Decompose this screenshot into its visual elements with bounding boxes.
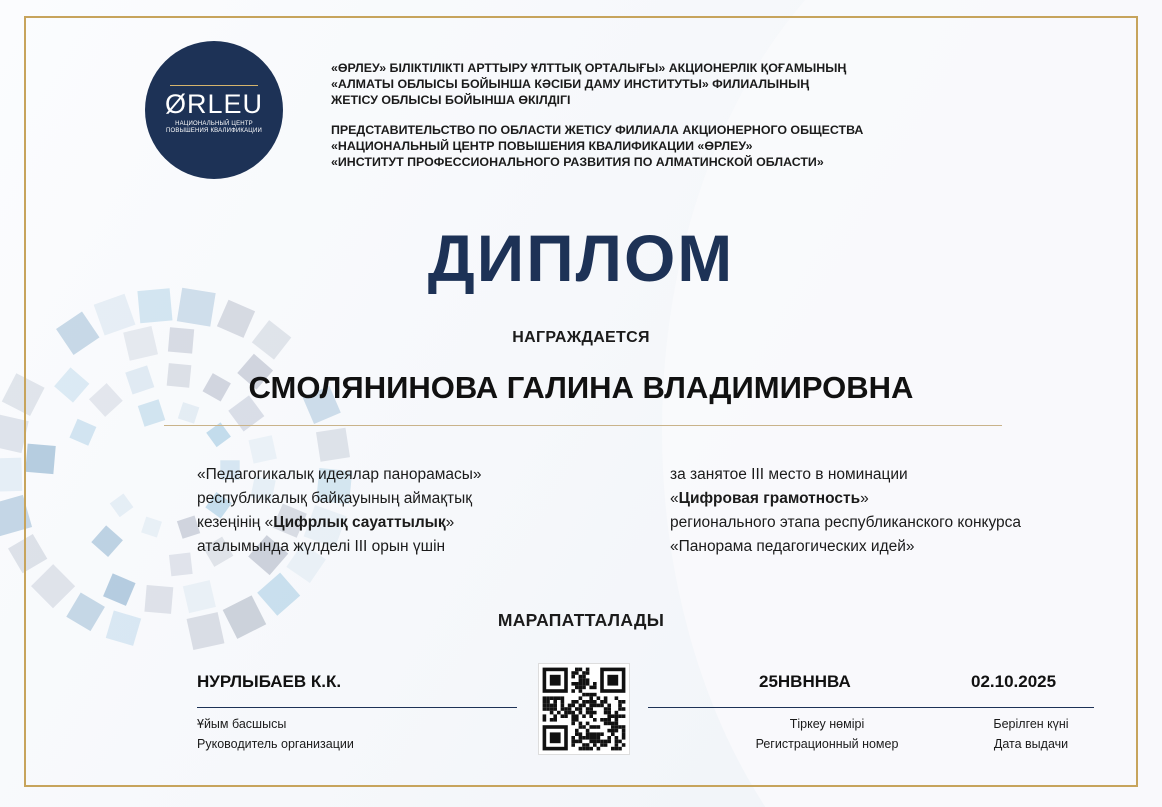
qr-module: [582, 704, 586, 708]
qr-module: [589, 747, 593, 751]
qr-module: [579, 689, 583, 693]
qr-module: [615, 740, 619, 744]
qr-module: [622, 732, 626, 736]
qr-module: [589, 711, 593, 715]
qr-module: [561, 700, 565, 704]
awarded-label: НАГРАЖДАЕТСЯ: [512, 329, 650, 346]
qr-module: [543, 696, 547, 700]
kz-text-fragment: »: [445, 514, 455, 531]
qr-module: [579, 668, 583, 672]
qr-module: [546, 704, 550, 708]
qr-module: [586, 722, 590, 726]
qr-module: [575, 718, 579, 722]
qr-module: [575, 682, 579, 686]
qr-module: [615, 736, 619, 740]
qr-module: [579, 722, 583, 726]
qr-module: [579, 707, 583, 711]
ru-text-line: [670, 487, 1110, 511]
qr-module: [622, 707, 626, 711]
header-kz-line: «АЛМАТЫ ОБЛЫСЫ БОЙЫНША КӘСІБИ ДАМУ ИНСТИТУТЫ» ФИЛИАЛЫНЫҢ: [331, 77, 810, 91]
qr-module: [568, 704, 572, 708]
qr-module: [582, 747, 586, 751]
qr-module: [550, 732, 561, 743]
qr-module: [582, 743, 586, 747]
qr-module: [607, 729, 611, 733]
qr-module: [593, 718, 597, 722]
signatory-role-kz: Ұйым басшысы: [197, 717, 287, 731]
qr-module: [593, 736, 597, 740]
qr-code[interactable]: [538, 663, 630, 755]
qr-module: [579, 696, 583, 700]
qr-module: [579, 686, 583, 690]
qr-module: [553, 707, 557, 711]
qr-module: [618, 740, 622, 744]
qr-module: [586, 693, 590, 697]
qr-module: [589, 736, 593, 740]
qr-module: [604, 743, 608, 747]
qr-module: [571, 671, 575, 675]
qr-module: [571, 689, 575, 693]
qr-module: [607, 711, 611, 715]
ru-text-line: регионального этапа республиканского конкурса: [670, 514, 1022, 531]
qr-module: [618, 747, 622, 751]
qr-module: [597, 725, 601, 729]
qr-module: [607, 714, 611, 718]
qr-module: [593, 740, 597, 744]
qr-module: [589, 693, 593, 697]
nomination-kz: Цифрлық сауаттылық: [273, 514, 446, 531]
qr-module: [618, 725, 622, 729]
awarded-label-kz: МАРАПАТТАЛАДЫ: [497, 610, 665, 630]
qr-module: [579, 747, 583, 751]
kz-text-line: республикалық байқауының аймақтық: [197, 490, 473, 507]
qr-module: [575, 700, 579, 704]
qr-module: [586, 729, 590, 733]
ru-text-fragment: »: [860, 490, 869, 507]
qr-module: [611, 732, 615, 736]
header-ru-line: «НАЦИОНАЛЬНЫЙ ЦЕНТР ПОВЫШЕНИЯ КВАЛИФИКАЦИИ «ӨРЛЕУ»: [331, 139, 753, 153]
date-label: [976, 714, 1086, 754]
qr-module: [553, 700, 557, 704]
qr-module: [589, 707, 593, 711]
qr-module: [582, 686, 586, 690]
qr-module: [561, 696, 565, 700]
qr-module: [575, 707, 579, 711]
qr-module: [600, 718, 604, 722]
qr-module: [546, 707, 550, 711]
qr-module: [571, 718, 575, 722]
qr-module: [622, 729, 626, 733]
qr-module: [579, 682, 583, 686]
qr-module: [553, 718, 557, 722]
ru-text-fragment: «: [670, 490, 679, 507]
qr-module: [615, 714, 619, 718]
qr-module: [597, 747, 601, 751]
qr-module: [589, 704, 593, 708]
qr-module: [593, 700, 597, 704]
qr-module: [607, 722, 611, 726]
qr-module: [579, 704, 583, 708]
header-kz-line: ЖЕТІСУ ОБЛЫСЫ БОЙЫНША ӨКІЛДІГІ: [331, 93, 571, 107]
qr-module: [575, 671, 579, 675]
qr-module: [618, 707, 622, 711]
qr-module: [597, 740, 601, 744]
qr-module: [618, 700, 622, 704]
registration-label: [727, 714, 927, 754]
qr-module: [597, 736, 601, 740]
registration-number: 25НВННВА: [759, 672, 851, 691]
qr-module: [543, 707, 547, 711]
qr-module: [607, 736, 611, 740]
qr-module: [593, 725, 597, 729]
qr-module: [604, 718, 608, 722]
qr-module: [546, 696, 550, 700]
registration-label-ru: Регистрационный номер: [755, 737, 899, 751]
registration-rule: [648, 707, 1094, 708]
qr-module: [622, 743, 626, 747]
qr-module: [586, 678, 590, 682]
qr-module: [618, 704, 622, 708]
qr-module: [553, 696, 557, 700]
qr-module: [575, 714, 579, 718]
qr-module: [600, 743, 604, 747]
qr-module: [575, 668, 579, 672]
qr-module: [557, 696, 561, 700]
award-text-kz: [197, 463, 557, 559]
qr-module: [561, 714, 565, 718]
qr-module: [586, 707, 590, 711]
qr-module: [543, 714, 547, 718]
qr-module: [575, 732, 579, 736]
qr-module: [622, 736, 626, 740]
qr-module: [615, 725, 619, 729]
qr-module: [579, 678, 583, 682]
kz-text-line: «Педагогикалық идеялар панорамасы»: [197, 466, 482, 483]
qr-module: [582, 675, 586, 679]
signatory-role-ru: Руководитель организации: [197, 737, 354, 751]
logo-subtitle-line: ПОВЫШЕНИЯ КВАЛИФИКАЦИИ: [166, 128, 262, 134]
qr-module: [586, 747, 590, 751]
qr-module: [582, 725, 586, 729]
signatory-role: [197, 714, 354, 754]
qr-module: [582, 671, 586, 675]
qr-module: [607, 675, 618, 686]
mosaic-tile: [0, 458, 22, 492]
qr-module: [600, 732, 604, 736]
qr-module: [611, 725, 615, 729]
qr-module: [557, 711, 561, 715]
qr-module: [546, 700, 550, 704]
qr-module: [615, 729, 619, 733]
qr-module: [615, 747, 619, 751]
qr-code-image: [539, 664, 629, 754]
qr-module: [582, 714, 586, 718]
logo-wordmark: ØRLEU: [164, 89, 264, 119]
qr-module: [604, 700, 608, 704]
qr-module: [589, 686, 593, 690]
qr-module: [582, 736, 586, 740]
qr-module: [607, 707, 611, 711]
qr-module: [618, 714, 622, 718]
qr-module: [597, 704, 601, 708]
qr-module: [550, 711, 554, 715]
qr-module: [615, 718, 619, 722]
qr-module: [586, 711, 590, 715]
qr-module: [550, 704, 554, 708]
qr-module: [607, 740, 611, 744]
date-label-ru: Дата выдачи: [993, 737, 1069, 751]
qr-module: [571, 711, 575, 715]
qr-module: [586, 668, 590, 672]
nomination-ru: Цифровая грамотность: [678, 490, 861, 507]
qr-module: [593, 682, 597, 686]
qr-module: [553, 714, 557, 718]
qr-module: [582, 678, 586, 682]
award-text-ru: [670, 463, 1110, 559]
organization-header: [331, 60, 951, 170]
signatory-rule: [197, 707, 517, 708]
qr-module: [600, 700, 604, 704]
qr-module: [586, 700, 590, 704]
qr-module: [589, 740, 593, 744]
qr-module: [600, 740, 604, 744]
qr-module: [593, 693, 597, 697]
qr-module: [586, 682, 590, 686]
qr-module: [615, 722, 619, 726]
recipient-name: СМОЛЯНИНОВА ГАЛИНА ВЛАДИМИРОВНА: [248, 370, 914, 405]
qr-module: [564, 711, 568, 715]
logo-subtitle-line: НАЦИОНАЛЬНЫЙ ЦЕНТР: [175, 121, 253, 127]
qr-module: [568, 707, 572, 711]
orleu-logo: [145, 41, 283, 179]
header-ru-line: ПРЕДСТАВИТЕЛЬСТВО ПО ОБЛАСТИ ЖЕТІСУ ФИЛИАЛА АКЦИОНЕРНОГО ОБЩЕСТВА: [331, 123, 864, 137]
qr-module: [615, 696, 619, 700]
qr-module: [582, 682, 586, 686]
qr-module: [593, 732, 597, 736]
qr-module: [571, 740, 575, 744]
qr-module: [593, 686, 597, 690]
registration-label-kz: Тіркеу нөмірі: [789, 717, 865, 731]
qr-module: [550, 696, 554, 700]
qr-module: [575, 729, 579, 733]
qr-module: [579, 740, 583, 744]
qr-module: [607, 704, 611, 708]
qr-module: [571, 743, 575, 747]
qr-module: [575, 686, 579, 690]
qr-module: [586, 732, 590, 736]
qr-module: [593, 743, 597, 747]
qr-module: [597, 696, 601, 700]
qr-module: [604, 711, 608, 715]
qr-module: [607, 718, 611, 722]
qr-module: [622, 714, 626, 718]
kz-text-line: [197, 511, 557, 535]
header-kz-line: «ӨРЛЕУ» БІЛІКТІЛІКТІ АРТТЫРУ ҰЛТТЫҚ ОРТАЛЫҒЫ» АКЦИОНЕРЛІК ҚОҒАМЫНЫҢ: [331, 61, 847, 75]
qr-module: [564, 714, 568, 718]
qr-module: [579, 725, 583, 729]
qr-module: [615, 743, 619, 747]
qr-module: [622, 725, 626, 729]
logo-subtitle: [166, 121, 262, 135]
qr-module: [582, 700, 586, 704]
qr-module: [579, 732, 583, 736]
qr-module: [622, 700, 626, 704]
qr-module: [611, 747, 615, 751]
qr-module: [593, 704, 597, 708]
date-label-kz: Берілген күні: [993, 717, 1069, 731]
qr-module: [604, 696, 608, 700]
qr-module: [589, 732, 593, 736]
qr-module: [550, 718, 554, 722]
logo-rule: [170, 85, 258, 86]
kz-text-fragment: кезеңінің «: [197, 514, 274, 531]
signatory-name: НУРЛЫБАЕВ К.К.: [197, 672, 342, 691]
qr-module: [604, 740, 608, 744]
qr-module: [579, 675, 583, 679]
qr-module: [550, 675, 561, 686]
qr-module: [564, 707, 568, 711]
qr-module: [561, 704, 565, 708]
qr-module: [582, 693, 586, 697]
qr-module: [571, 714, 575, 718]
qr-module: [553, 704, 557, 708]
qr-module: [568, 711, 572, 715]
qr-module: [611, 714, 615, 718]
qr-module: [550, 707, 554, 711]
qr-module: [604, 722, 608, 726]
kz-text-line: аталымында жүлделі III орын үшін: [197, 538, 446, 555]
qr-module: [589, 714, 593, 718]
issue-date: 02.10.2025: [971, 672, 1057, 691]
qr-module: [615, 711, 619, 715]
qr-module: [543, 718, 547, 722]
qr-module: [571, 700, 575, 704]
qr-module: [586, 671, 590, 675]
ru-text-line: за занятое III место в номинации: [670, 466, 908, 483]
qr-module: [571, 722, 575, 726]
qr-module: [611, 722, 615, 726]
qr-module: [579, 736, 583, 740]
name-underline: [164, 425, 1002, 426]
qr-module: [586, 736, 590, 740]
ru-text-line: «Панорама педагогических идей»: [670, 538, 915, 555]
qr-module: [593, 711, 597, 715]
qr-module: [579, 711, 583, 715]
qr-module: [604, 707, 608, 711]
qr-module: [571, 682, 575, 686]
qr-module: [589, 700, 593, 704]
header-ru-line: «ИНСТИТУТ ПРОФЕССИОНАЛЬНОГО РАЗВИТИЯ ПО АЛМАТИНСКОЙ ОБЛАСТИ»: [331, 155, 824, 169]
qr-module: [589, 696, 593, 700]
qr-module: [571, 704, 575, 708]
qr-module: [571, 675, 575, 679]
qr-module: [571, 736, 575, 740]
qr-module: [543, 700, 547, 704]
qr-module: [586, 743, 590, 747]
qr-module: [611, 729, 615, 733]
qr-module: [543, 704, 547, 708]
qr-module: [561, 707, 565, 711]
qr-module: [575, 740, 579, 744]
qr-module: [600, 704, 604, 708]
qr-module: [589, 725, 593, 729]
diploma-title: ДИПЛОМ: [427, 221, 735, 295]
qr-module: [597, 732, 601, 736]
